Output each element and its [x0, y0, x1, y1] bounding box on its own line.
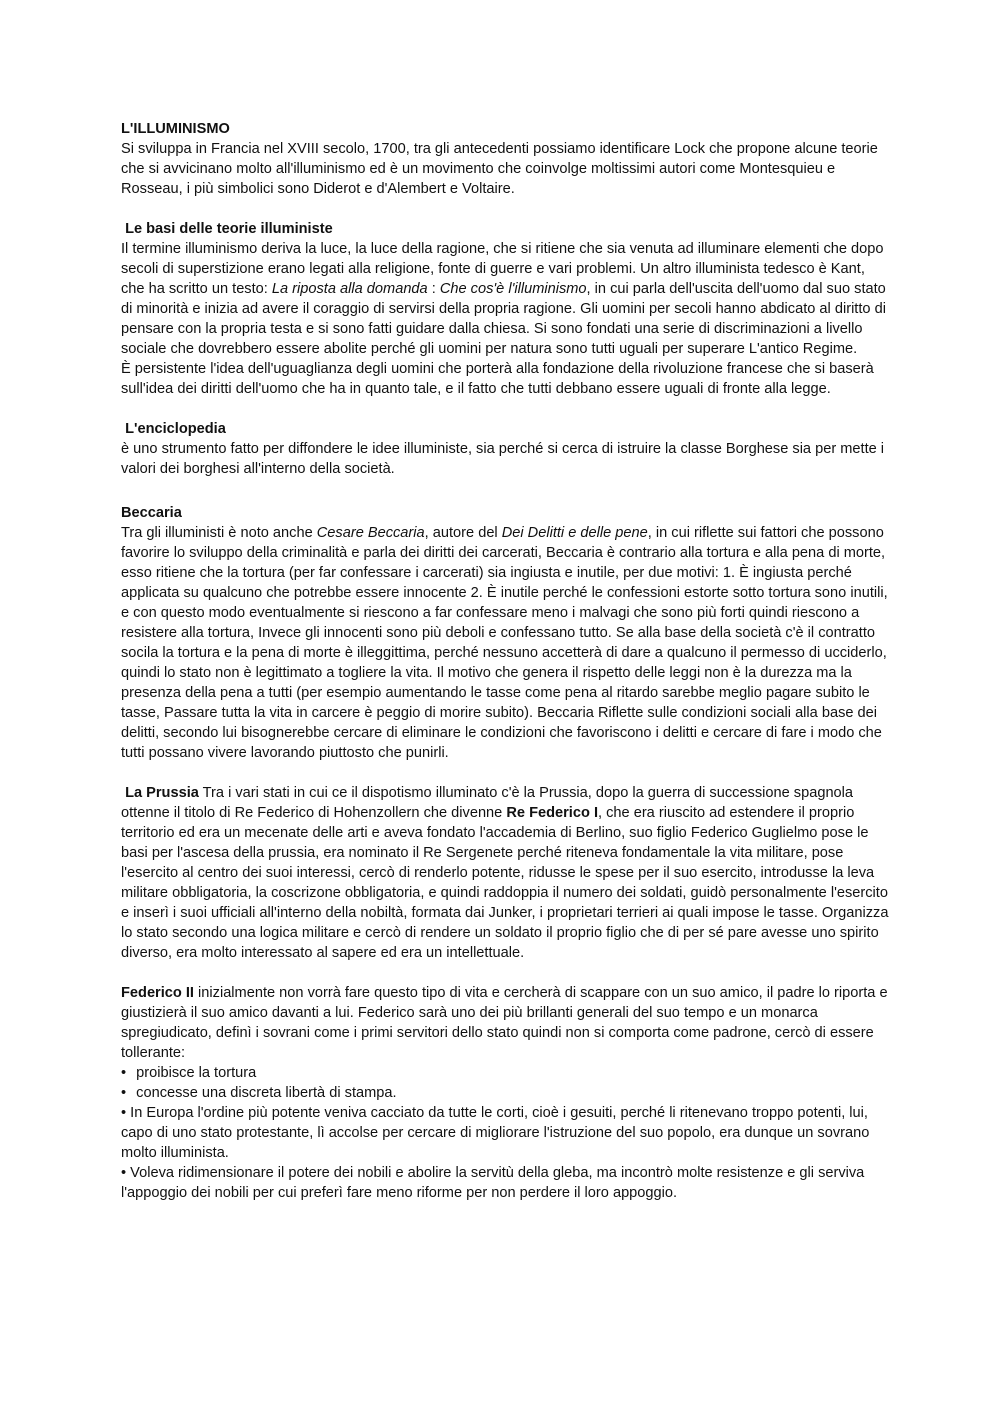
- list-item: • In Europa l'ordine più potente veniva cacciato da tutte le corti, cioè i gesuiti, perché li ritenevano troppo potenti, lui, capo di uno stato protestante, lì accolse per cercare di migliorare l'istruzione del suo popolo, era dunque un sovrano molto illuminista.: [121, 1105, 870, 1161]
- federico-paragraph: Federico II inizialmente non vorrà fare questo tipo di vita e cercherà di scappare con un suo amico, il padre lo riporta e giustizierà il suo amico davanti a lui. Federico sarà uno dei più brillanti generali del suo tempo e un monarca spregiudicato, definì i sovrani come i primi servitori dello stato quindi non si comporta come padrone, cercò di essere tollerante:: [121, 985, 888, 1061]
- bullet-icon: •: [121, 1065, 127, 1081]
- basi-paragraph-1: Il termine illuminismo deriva la luce, la luce della ragione, che si ritiene che sia venuta ad illuminare elementi che dopo secoli di superstizione erano legati alla religione, fonte di guerre e vari problemi. Un altro illuminista tedesco è Kant, che ha scritto un testo: La riposta alla domanda : Che cos'è l'illuminismo, in cui parla dell'uscita dell'uomo dal suo stato di minorità e inizia ad avere il coraggio di servirsi della propria ragione. Gli uomini per secoli hanno abdicato al diritto di pensare con la propria testa e si sono fatti guidare dalla chiesa. Si sono fondati una serie di discriminazioni a livello sociale che dovrebbero essere abolite perché gli uomini per natura sono tutti uguali per superare L'antico Regime.: [121, 241, 886, 357]
- heading-basi: Le basi delle teorie illuministe: [125, 221, 333, 237]
- beccaria-paragraph: Tra gli illuministi è noto anche Cesare Beccaria, autore del Dei Delitti e delle pene, in cui riflette sui fattori che possono favorire lo sviluppo della criminalità e parla dei diritti dei carcerati, Beccaria è contrario alla tortura e alla pena di morte, esso ritiene che la tortura (per far confessare i carcerati) sia ingiusta e inutile, per due motivi: 1. È ingiusta perché applicata su qualcuno che potrebbe essere innocente 2. È inutile perché le confessioni estorte sotto tortura sono inutili, e con questo modo eventualmente si riescono a far confessare meno i malvagi che sono più forti quindi riescono a resistere alla tortura, Invece gli innocenti sono più deboli e confessano tutto. Se alla base della società c'è il contratto socila la tortura e la pena di morte è illeggittima, perché nessuno accetterà di dare a qualcuno il permesso di ucciderlo, quindi lo stato non è legittimato a togliere la vita. Il motivo che genera il rispetto delle leggi non è la durezza ma la presenza della pena a tutti (per esempio aumentando le tasse come pena al ritardo sarebbe meglio pagare subito le tasse, Passare tutta la vita in carcere è peggio di morire subito). Beccaria Riflette sulle condizioni sociali alla base dei delitti, secondo lui bisognerebbe cercare di eliminare le condizioni che favoriscono i delitti e cercare di fare i modo che tutti possano vivere lavorando piuttosto che punirli.: [121, 525, 888, 761]
- bullet-icon: •: [121, 1085, 127, 1101]
- prussia-paragraph: La Prussia Tra i vari stati in cui ce il dispotismo illuminato c'è la Prussia, dopo la guerra di successione spagnola ottenne il titolo di Re Federico di Hohenzollern che divenne Re Federico I, che era riuscito ad estendere il proprio territorio ed era un mecenate delle arti e aveva fondato l'accademia di Berlino, suo figlio Federico Guglielmo pose le basi per l'ascesa della prussia, era nominato il Re Sergenete perché riteneva fondamentale la vita militare, pose l'esercito al centro dei suoi interessi, cercò di renderlo potente, ridusse le spese per il suo esercito, introdusse la leva militare obbligatoria, la coscrizone obbligatoria, e quindi raddoppia il numero dei soldati, guidò personalmente l'esercito e inserì i suoi ufficiali all'interno della nobiltà, formata dai Junker, i proprietari terrieri ai quali impose le tasse. Organizza lo stato secondo una logica militare e cercò di rendere un soldato il proprio figlio che di per sé pare avesse uno spirito diverso, era molto interessato al sapere ed era un intellettuale.: [121, 785, 889, 961]
- intro-paragraph: Si sviluppa in Francia nel XVIII secolo, 1700, tra gli antecedenti possiamo identificare Lock che propone alcune teorie che si avvicinano molto all'illuminismo ed è un movimento che coinvolge moltissimi autori come Montesquieu e Rosseau, i più simbolici sono Diderot e d'Alembert e Voltaire.: [121, 141, 878, 197]
- work-title-illuminismo: Che cos'è l'illuminismo: [439, 281, 587, 297]
- section-federico: [121, 983, 890, 1203]
- heading-beccaria: Beccaria: [121, 505, 182, 521]
- basi-paragraph-2: È persistente l'idea dell'uguaglianza degli uomini che porterà alla fondazione della rivoluzione francese che si baserà sull'idea dei diritti dell'uomo che ha in quanto tale, e il fatto che tutti debbano essere uguali di fronte alla legge.: [121, 361, 874, 397]
- heading-prussia: La Prussia: [125, 785, 199, 801]
- bullet-icon: •: [121, 1105, 127, 1121]
- list-item: • Voleva ridimensionare il potere dei nobili e abolire la servitù della gleba, ma incontrò molte resistenze e gli serviva l'appoggio dei nobili per cui preferì fare meno riforme per non perdere il loro appoggio.: [121, 1165, 865, 1201]
- bullet-icon: •: [121, 1165, 127, 1181]
- section-enciclopedia: [121, 419, 890, 479]
- list-item: • proibisce la tortura: [121, 1065, 257, 1081]
- heading-federico: Federico II: [121, 985, 194, 1001]
- heading-enciclopedia: L'enciclopedia: [125, 421, 226, 437]
- author-name: Cesare Beccaria: [316, 525, 425, 541]
- enciclopedia-paragraph: è uno strumento fatto per diffondere le idee illuministe, sia perché si cerca di istruire la classe Borghese sia per mette i valori dei borghesi all'interno della società.: [121, 441, 885, 477]
- section-beccaria: [121, 503, 890, 763]
- work-title-riposta: La riposta alla domanda: [271, 281, 428, 297]
- work-title-delitti: Dei Delitti e delle pene: [501, 525, 648, 541]
- king-name: Re Federico I: [506, 805, 599, 821]
- list-item: • concesse una discreta libertà di stampa.: [121, 1085, 397, 1101]
- section-basi: [121, 219, 890, 399]
- section-prussia: [121, 783, 890, 963]
- document-title: L'ILLUMINISMO: [121, 121, 230, 137]
- reform-list: [121, 1063, 890, 1203]
- section-illuminismo: [121, 119, 890, 199]
